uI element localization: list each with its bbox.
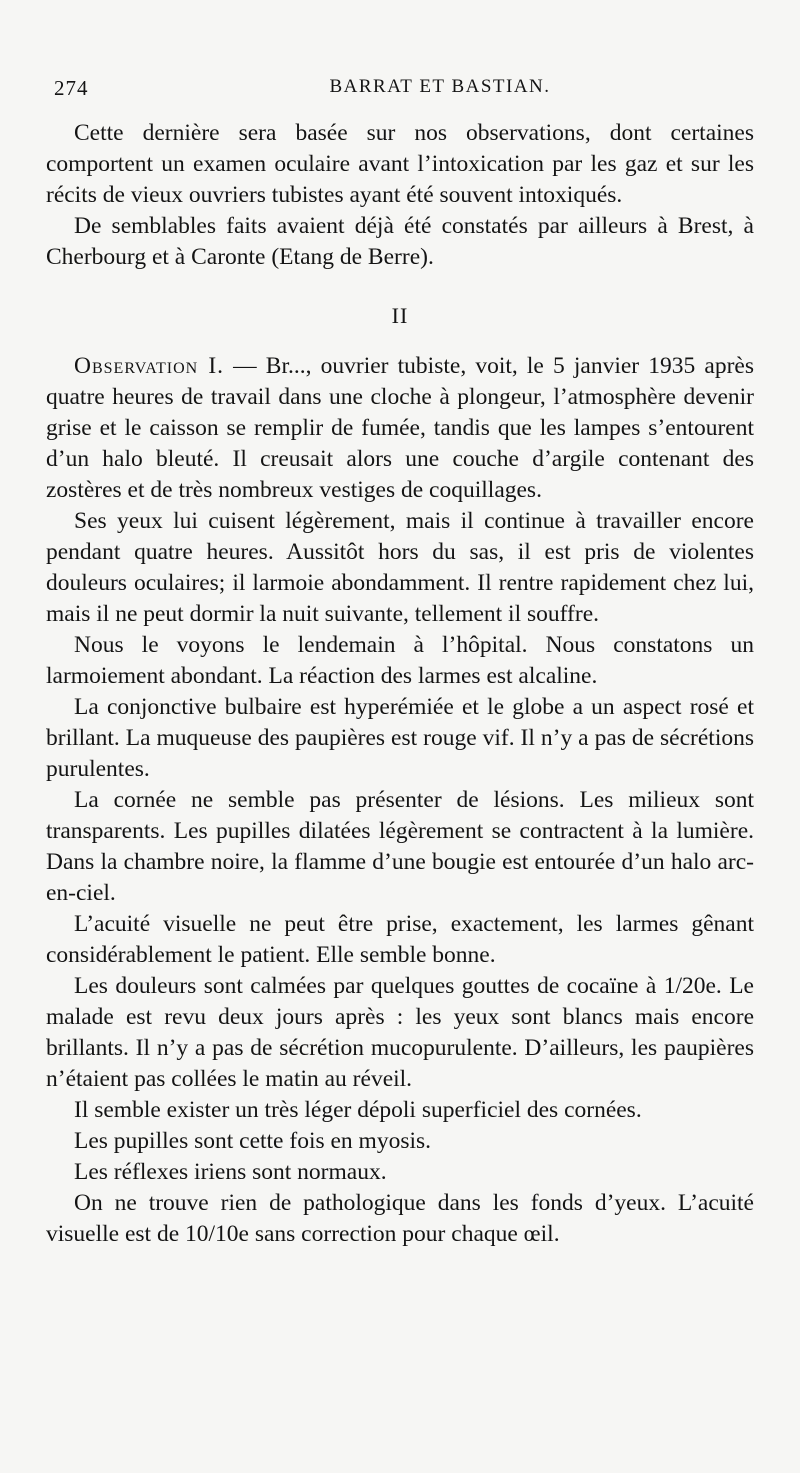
observation-text: — Br..., ouvrier tubiste, voit, le 5 janvier 1935 après quatre heures de travail dans une cloche à plongeur, l’atmosphère devenir grise et le caisson se remplir de fumée, tandis que les lampes s’entourent d’un halo bleuté. Il creusait alors une couche d’argile contenant des zostères et de très nombreux vestiges de coquillages.: [46, 353, 754, 503]
paragraph-cornea: La cornée ne semble pas présenter de lésions. Les milieux sont transparents. Les pupilles dilatées légèrement se contractent à la lumière. Dans la chambre noire, la flamme d’une bougie est entourée d’un halo arc-en-ciel.: [46, 787, 754, 906]
section-numeral: II: [391, 303, 409, 328]
running-head: [46, 76, 754, 110]
observation-label: Observation I.: [74, 353, 225, 379]
paragraph-corneal-finding: Il semble exister un très léger dépoli superficiel des cornées.: [74, 1097, 642, 1123]
page-number: 274: [54, 76, 89, 100]
paragraph-pupils: Les pupilles sont cette fois en myosis.: [74, 1128, 432, 1154]
paragraph-reflexes: Les réflexes iriens sont normaux.: [74, 1159, 387, 1185]
paragraph-treatment: Les douleurs sont calmées par quelques gouttes de cocaïne à 1/20e. Le malade est revu deux jours après : les yeux sont blancs mais encore brillants. Il n’y a pas de sécrétion mucopurulente. D’ailleurs, les paupières n’étaient pas collées le matin au réveil.: [46, 973, 754, 1092]
paragraph-symptoms: Ses yeux lui cuisent légèrement, mais il continue à travailler encore pendant quatre heures. Aussitôt hors du sas, il est pris de violentes douleurs oculaires; il larmoie abondamment. Il rentre rapidement chez lui, mais il ne peut dormir la nuit suivante, tellement il souffre.: [46, 508, 754, 627]
paragraph-places: De semblables faits avaient déjà été constatés par ailleurs à Brest, à Cherbourg et à Caronte (Etang de Berre).: [46, 213, 754, 270]
running-title: BARRAT ET BASTIAN.: [329, 76, 551, 97]
paragraph-intro: Cette dernière sera basée sur nos observations, dont certaines comportent un examen oculaire avant l’intoxication par les gaz et sur les récits de vieux ouvriers tubistes ayant été souvent intoxiqués.: [46, 120, 754, 208]
paragraph-observation-1: [46, 351, 754, 506]
paragraph-acuity: L’acuité visuelle ne peut être prise, exactement, les larmes gênant considérablement le patient. Elle semble bonne.: [46, 911, 754, 968]
paragraph-conjunctiva: La conjonctive bulbaire est hyperémiée et le globe a un aspect rosé et brillant. La muqueuse des paupières est rouge vif. Il n’y a pas de sécrétions purulentes.: [46, 694, 754, 782]
paragraph-fundus: On ne trouve rien de pathologique dans les fonds d’yeux. L’acuité visuelle est de 10/10e sans correction pour chaque œil.: [46, 1190, 754, 1247]
paragraph-hospital: Nous le voyons le lendemain à l’hôpital. Nous constatons un larmoiement abondant. La réaction des larmes est alcaline.: [46, 632, 754, 689]
